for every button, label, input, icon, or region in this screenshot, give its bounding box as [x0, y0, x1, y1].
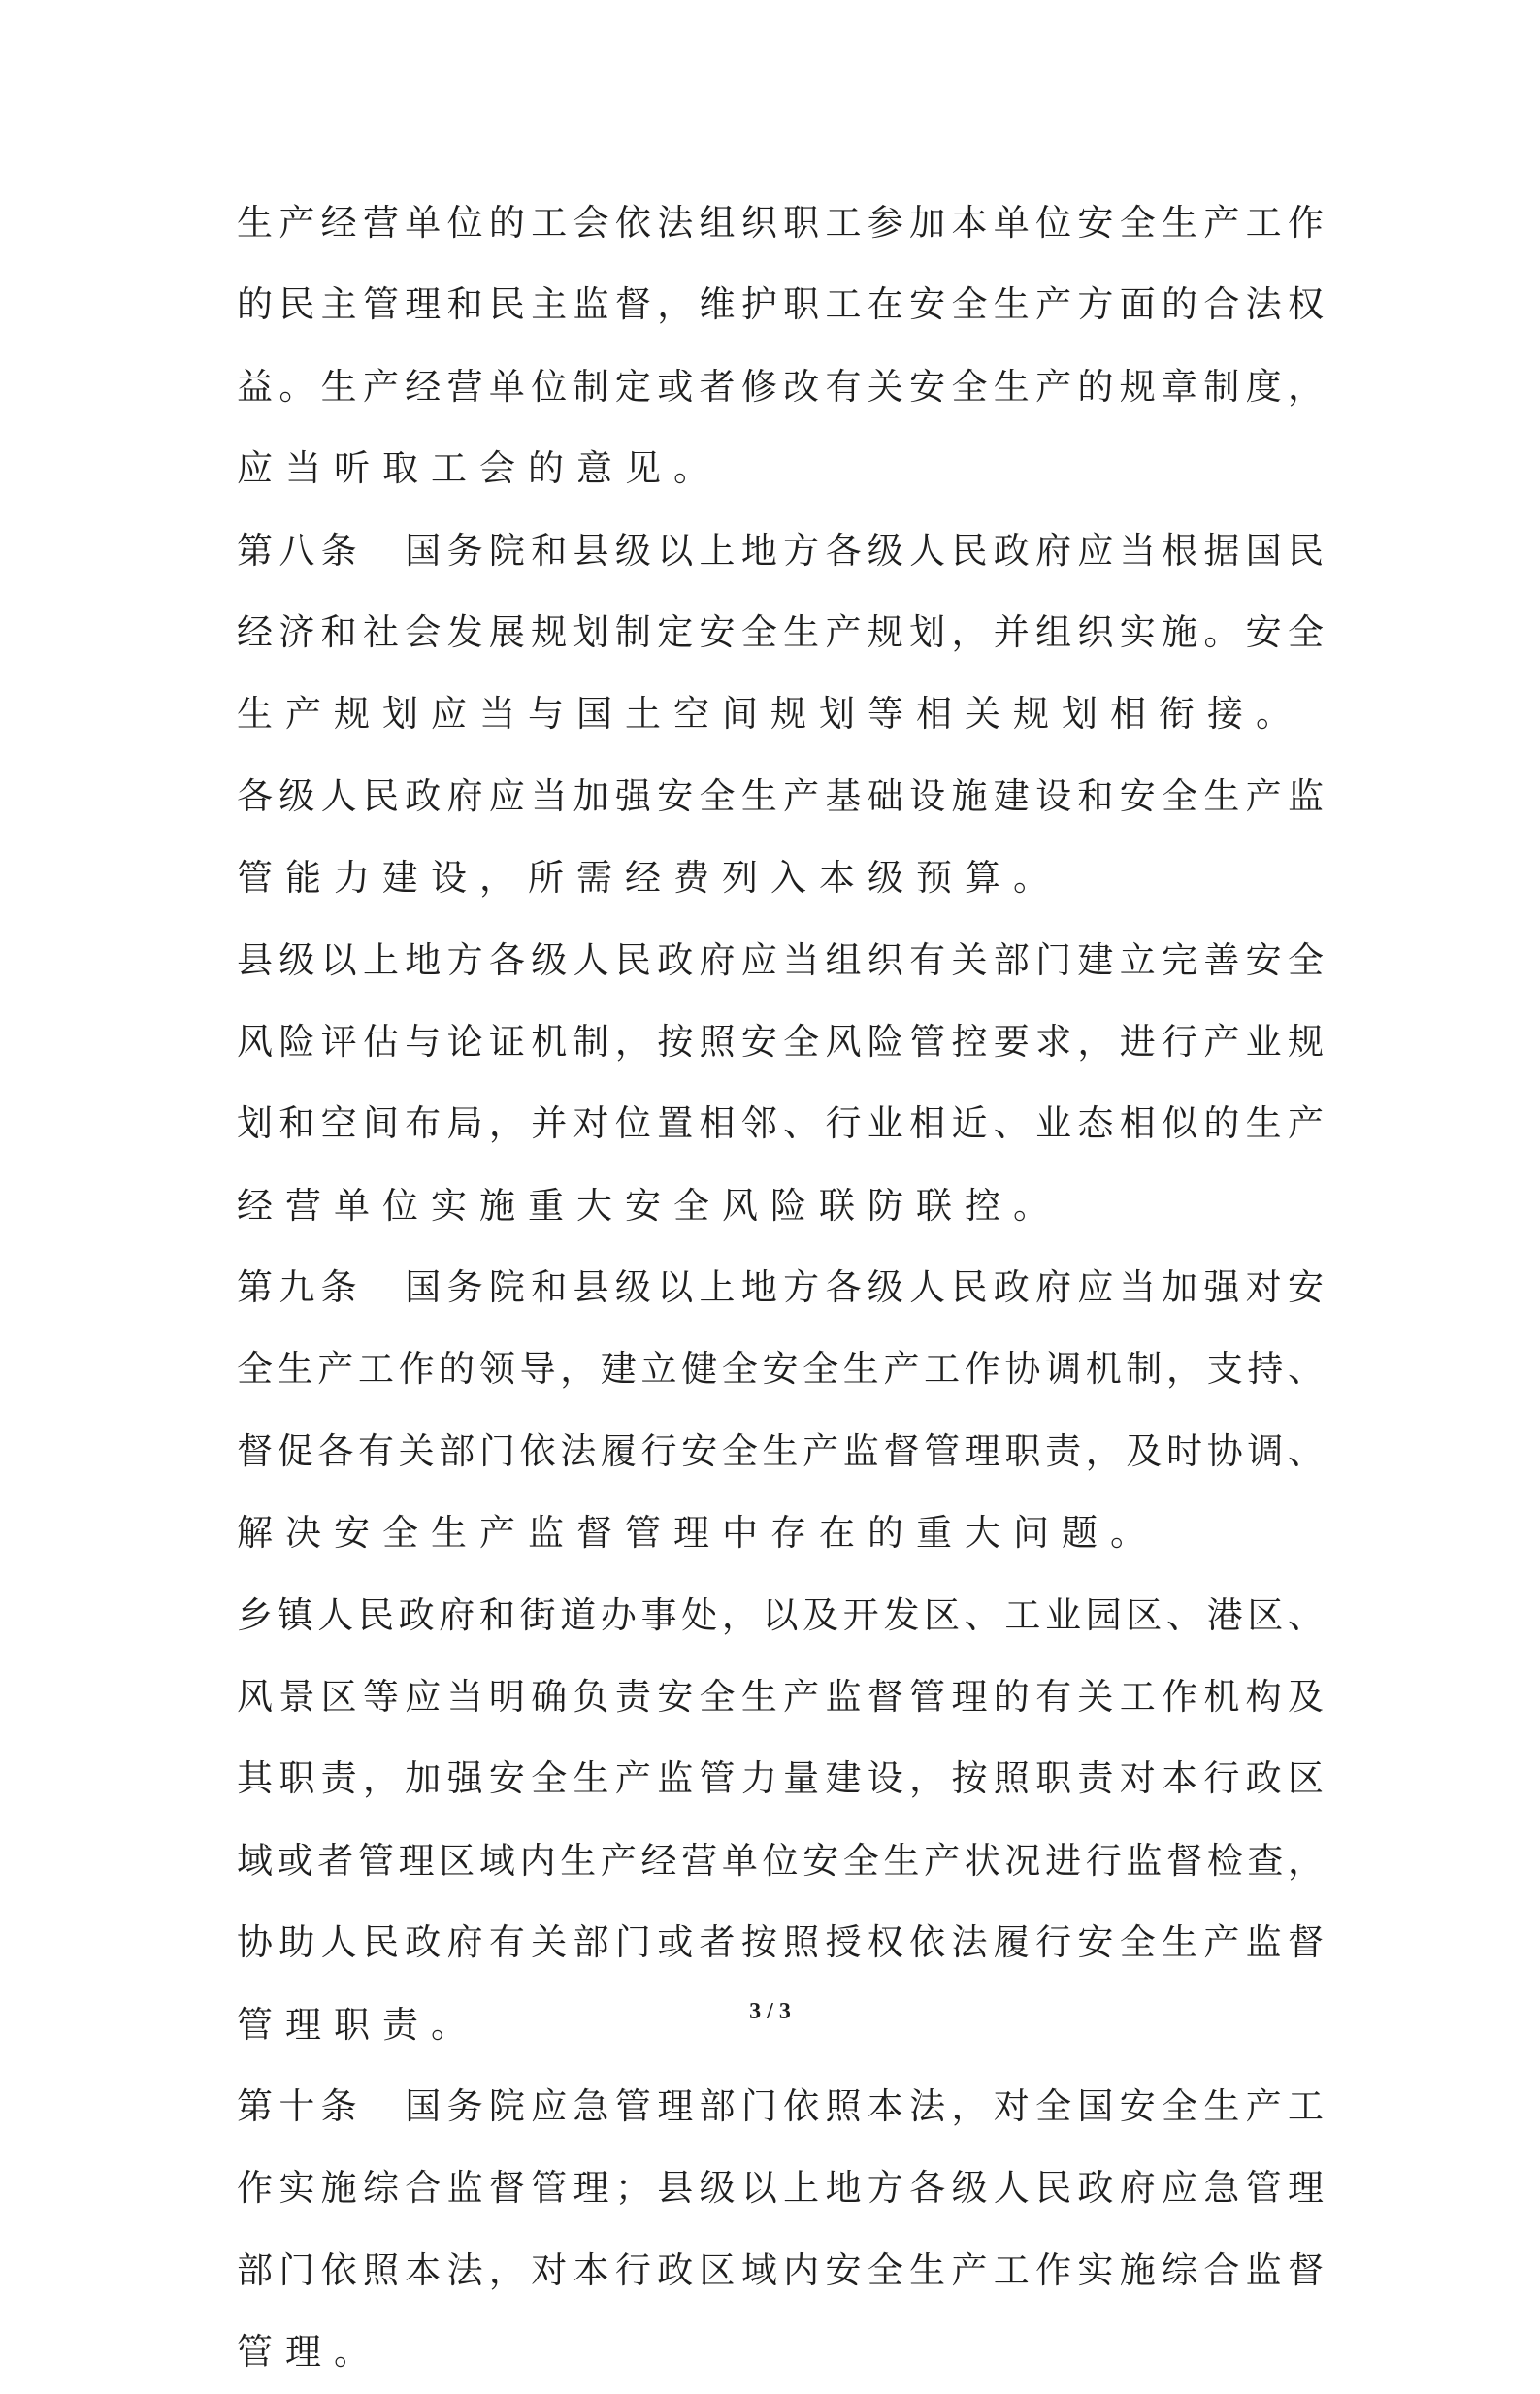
text-line: 其职责，加强安全生产监管力量建设，按照职责对本行政区 [237, 1757, 1324, 1800]
text-line: 第九条 国务院和县级以上地方各级人民政府应当加强对安 [237, 1266, 1324, 1309]
text-line: 益。生产经营单位制定或者修改有关安全生产的规章制度， [237, 365, 1324, 408]
text-line: 风景区等应当明确负责安全生产监督管理的有关工作机构及 [237, 1676, 1324, 1719]
text-line: 生产规划应当与国土空间规划等相关规划相衔接。 [237, 693, 1304, 736]
text-line: 第八条 国务院和县级以上地方各级人民政府应当根据国民 [237, 529, 1324, 572]
text-line: 管理。 [237, 2331, 382, 2374]
text-line: 经营单位实施重大安全风险联防联控。 [237, 1184, 1062, 1227]
text-line: 解决安全生产监督管理中存在的重大问题。 [237, 1512, 1159, 1555]
text-line: 风险评估与论证机制，按照安全风险管控要求，进行产业规 [237, 1020, 1324, 1063]
text-line: 经济和社会发展规划制定安全生产规划，并组织实施。安全 [237, 610, 1324, 653]
text-line: 划和空间布局，并对位置相邻、行业相近、业态相似的生产 [237, 1102, 1324, 1145]
text-line: 各级人民政府应当加强安全生产基础设施建设和安全生产监 [237, 774, 1324, 817]
text-line: 的民主管理和民主监督，维护职工在安全生产方面的合法权 [237, 283, 1324, 326]
text-line: 作实施综合监督管理；县级以上地方各级人民政府应急管理 [237, 2167, 1324, 2210]
document-body [237, 182, 1324, 2394]
text-line: 管理职责。 [237, 2003, 479, 2046]
text-line: 全生产工作的领导，建立健全安全生产工作协调机制，支持、 [237, 1348, 1324, 1391]
text-line: 生产经营单位的工会依法组织职工参加本单位安全生产工作 [237, 202, 1324, 244]
text-line: 协助人民政府有关部门或者按照授权依法履行安全生产监督 [237, 1921, 1324, 1964]
text-line: 部门依照本法，对本行政区域内安全生产工作实施综合监督 [237, 2248, 1324, 2291]
text-line: 域或者管理区域内生产经营单位安全生产状况进行监督检查， [237, 1839, 1324, 1882]
text-line: 县级以上地方各级人民政府应当组织有关部门建立完善安全 [237, 938, 1324, 981]
text-line: 管能力建设，所需经费列入本级预算。 [237, 857, 1062, 900]
page-number: 3 / 3 [749, 1999, 791, 2024]
text-line: 督促各有关部门依法履行安全生产监督管理职责，及时协调、 [237, 1429, 1324, 1472]
text-line: 应当听取工会的意见。 [237, 447, 722, 490]
text-line: 第十条 国务院应急管理部门依照本法，对全国安全生产工 [237, 2084, 1324, 2127]
text-line: 乡镇人民政府和街道办事处，以及开发区、工业园区、港区、 [237, 1593, 1324, 1636]
